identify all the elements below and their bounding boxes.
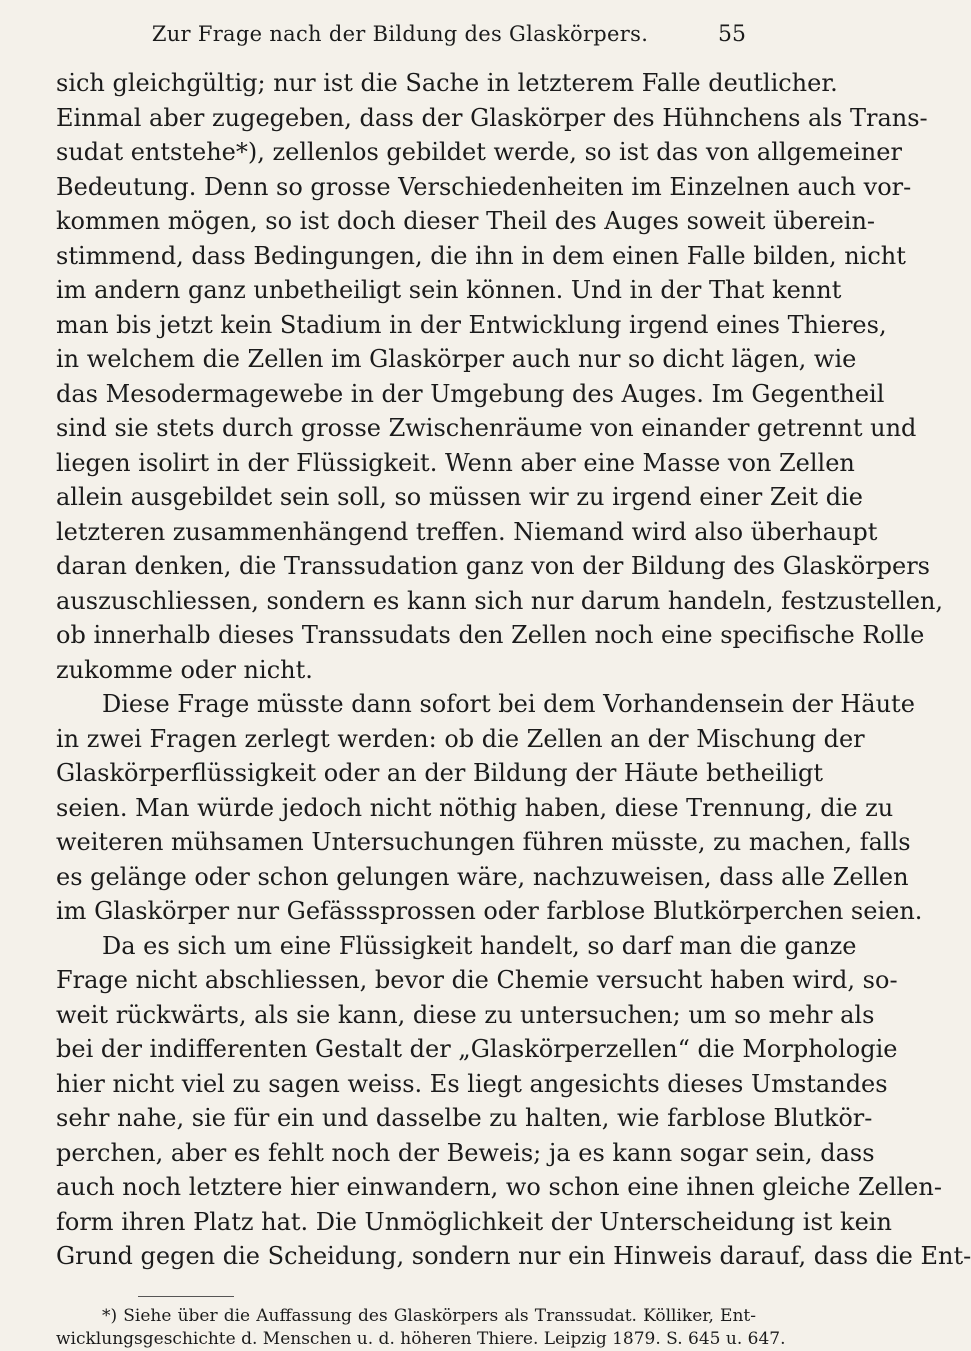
text-line: Bedeutung. Denn so grosse Verschiedenheiten im Einzelnen auch vor-	[56, 172, 912, 201]
text-line: Frage nicht abschliessen, bevor die Chemie versucht haben wird, so-	[56, 966, 898, 994]
text-line: zukomme oder nicht.	[56, 655, 313, 684]
text-line: kommen mögen, so ist doch dieser Theil des Auges soweit überein-	[56, 207, 876, 235]
text-line: das Mesodermagewebe in der Umgebung des Auges. Im Gegentheil	[56, 379, 885, 408]
text-line: weiteren mühsamen Untersuchungen führen müsste, zu machen, falls	[56, 828, 911, 856]
text-line: Einmal aber zugegeben, dass der Glaskörper des Hühnchens als Trans-	[56, 103, 928, 132]
text-line: form ihren Platz hat. Die Unmöglichkeit der Unterscheidung ist kein	[56, 1207, 892, 1236]
text-line: perchen, aber es fehlt noch der Beweis; ja es kann sogar sein, dass	[56, 1138, 875, 1167]
running-title: Zur Frage nach der Bildung des Glaskörpers.	[151, 22, 649, 46]
body-text	[56, 66, 971, 1274]
text-line: auszuschliessen, sondern es kann sich nur darum handeln, festzustellen,	[56, 586, 944, 615]
text-line: letzteren zusammenhängend treffen. Niemand wird also überhaupt	[56, 517, 878, 546]
text-line: in zwei Fragen zerlegt werden: ob die Zellen an der Mischung der	[56, 724, 865, 753]
text-line: allein ausgebildet sein soll, so müssen wir zu irgend einer Zeit die	[56, 483, 863, 511]
text-line: im andern ganz unbetheiligt sein können. Und in der That kennt	[56, 276, 842, 304]
text-line: man bis jetzt kein Stadium in der Entwicklung irgend eines Thieres,	[56, 310, 887, 339]
text-line: ob innerhalb dieses Transsudats den Zellen noch eine specifische Rolle	[56, 621, 925, 649]
text-line: liegen isolirt in der Flüssigkeit. Wenn aber eine Masse von Zellen	[56, 448, 855, 477]
text-line: Diese Frage müsste dann sofort bei dem Vorhandensein der Häute	[102, 690, 915, 718]
text-line: stimmend, dass Bedingungen, die ihn in dem einen Falle bilden, nicht	[56, 241, 906, 270]
text-line: seien. Man würde jedoch nicht nöthig haben, diese Trennung, die zu	[56, 793, 894, 822]
text-line: sehr nahe, sie für ein und dasselbe zu halten, wie farblose Blutkör-	[56, 1104, 873, 1132]
footnote-separator	[138, 1296, 234, 1297]
footnote-line: *) Siehe über die Auffassung des Glaskörpers als Transsudat. Kölliker, Ent-	[102, 1306, 756, 1326]
page-number: 55	[718, 22, 746, 47]
text-line: auch noch letztere hier einwandern, wo schon eine ihnen gleiche Zellen-	[56, 1173, 942, 1201]
text-line: sudat entstehe*), zellenlos gebildet werde, so ist das von allgemeiner	[56, 138, 902, 166]
text-line: sind sie stets durch grosse Zwischenräume von einander getrennt und	[56, 414, 917, 442]
footnote-line: wicklungsgeschichte d. Menschen u. d. höheren Thiere. Leipzig 1879. S. 645 u. 647.	[56, 1329, 786, 1349]
text-line: sich gleichgültig; nur ist die Sache in letzterem Falle deutlicher.	[56, 69, 838, 97]
text-line: daran denken, die Transsudation ganz von der Bildung des Glaskörpers	[56, 552, 930, 580]
footnote	[56, 1305, 786, 1351]
text-line: Grund gegen die Scheidung, sondern nur ein Hinweis darauf, dass die Ent-	[56, 1242, 971, 1270]
text-line: Glaskörperflüssigkeit oder an der Bildung der Häute betheiligt	[56, 759, 823, 787]
page-header	[0, 22, 800, 52]
text-line: bei der indifferenten Gestalt der „Glaskörperzellen“ die Morphologie	[56, 1035, 898, 1063]
text-line: im Glaskörper nur Gefässsprossen oder farblose Blutkörperchen seien.	[56, 897, 923, 925]
text-line: in welchem die Zellen im Glaskörper auch nur so dicht lägen, wie	[56, 345, 857, 373]
text-line: es gelänge oder schon gelungen wäre, nachzuweisen, dass alle Zellen	[56, 862, 909, 891]
text-line: weit rückwärts, als sie kann, diese zu untersuchen; um so mehr als	[56, 1000, 875, 1029]
text-line: Da es sich um eine Flüssigkeit handelt, so darf man die ganze	[102, 931, 857, 960]
text-line: hier nicht viel zu sagen weiss. Es liegt angesichts dieses Umstandes	[56, 1069, 888, 1098]
